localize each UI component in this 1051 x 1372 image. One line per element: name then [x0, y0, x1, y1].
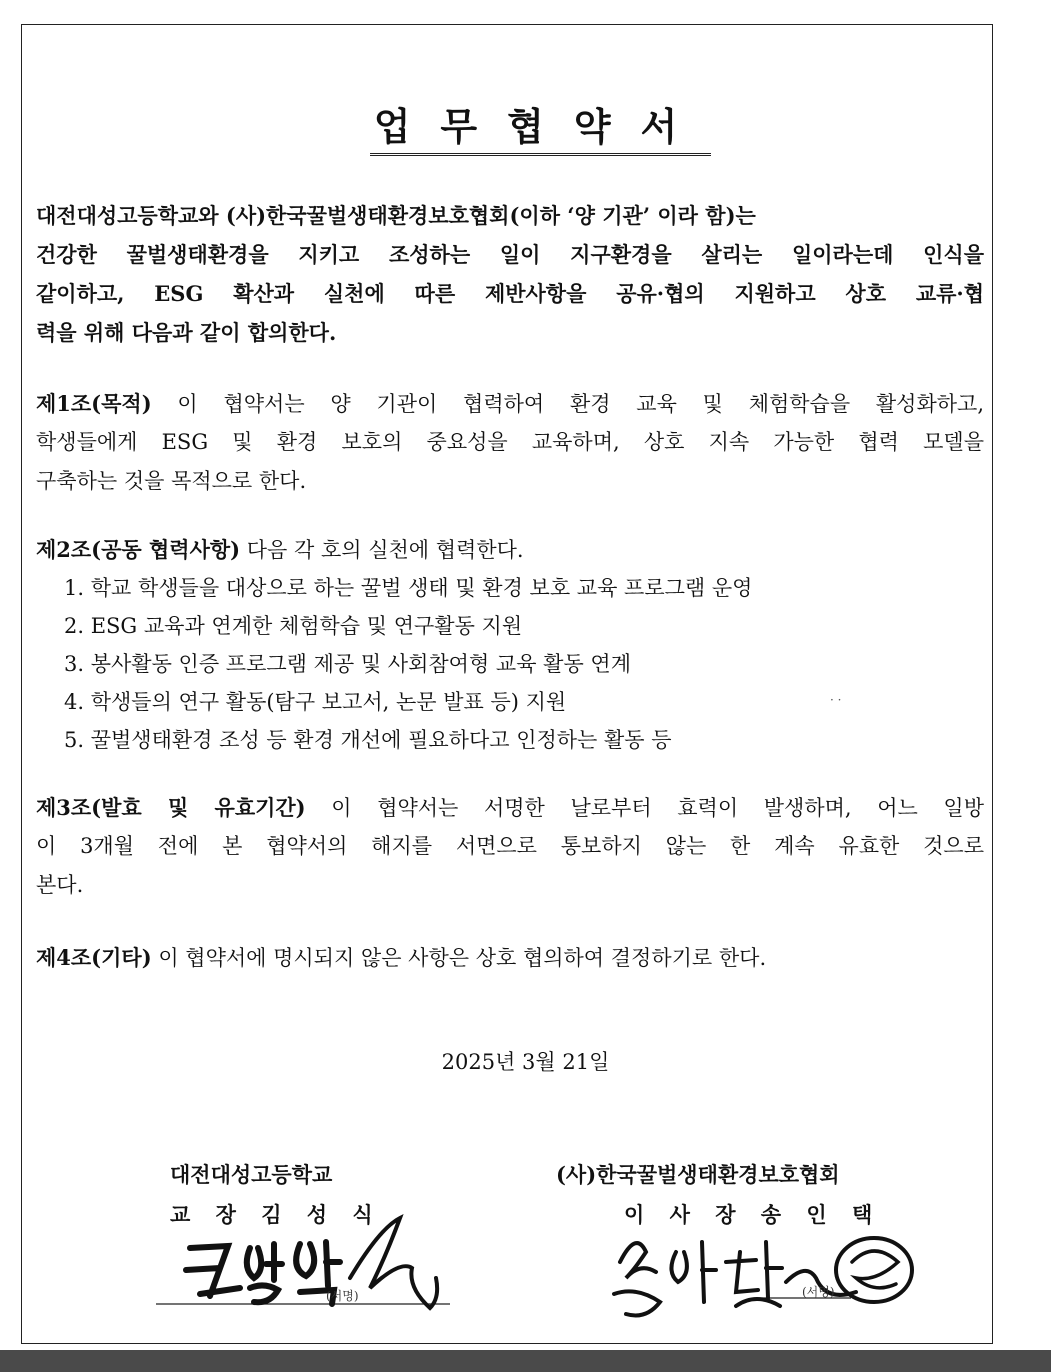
article-4-heading: 제4조(기타)	[36, 945, 152, 970]
article-1	[36, 384, 984, 501]
agreement-date: 2025년 3월 21일	[441, 1050, 610, 1074]
article-1-line: 이 협약서는 양 기관이 협력하여 환경 교육 및 체험학습을 활성화하고,	[151, 392, 984, 416]
article-1-heading: 제1조(목적)	[36, 391, 152, 416]
article-3	[36, 788, 984, 905]
signatory-org: (사)한국꿀벌생태환경보호협회	[556, 1162, 840, 1187]
scan-speck: · ·	[830, 693, 842, 707]
list-item: 1. 학교 학생들을 대상으로 하는 꿀벌 생태 및 환경 보호 교육 프로그램 운영	[64, 576, 753, 600]
article-3-line: 본다.	[36, 873, 84, 897]
signatory-org: 대전대성고등학교	[170, 1162, 333, 1187]
left-signature	[150, 1208, 450, 1328]
article-3-heading: 제3조(발효 및 유효기간)	[36, 795, 306, 820]
scan-bottom-band	[0, 1350, 1051, 1372]
preamble-line: 력을 위해 다음과 같이 합의한다.	[36, 320, 337, 345]
preamble-line: 건강한 꿀벌생태환경을 지키고 조성하는 일이 지구환경을 살리는 일이라는데 인식을	[36, 242, 984, 267]
left-seal-text: (서명)	[326, 1289, 359, 1303]
article-1-line: 구축하는 것을 목적으로 한다.	[36, 469, 307, 493]
article-4	[36, 938, 984, 977]
right-seal-text: (서명)	[802, 1285, 835, 1299]
preamble-line: 같이하고, ESG 확산과 실천에 따른 제반사항을 공유·협의 지원하고 상호 교류·협	[36, 281, 984, 306]
preamble	[36, 196, 984, 352]
signatory-name: 이 사 장 송 인 택	[624, 1202, 882, 1227]
list-item: 3. 봉사활동 인증 프로그램 제공 및 사회참여형 교육 활동 연계	[64, 652, 631, 676]
preamble-line: 대전대성고등학교와 (사)한국꿀벌생태환경보호협회(이하 ‘양 기관’ 이라 함)는	[36, 203, 756, 228]
article-3-line: 이 3개월 전에 본 협약서의 해지를 서면으로 통보하지 않는 한 계속 유효한 것으로	[36, 834, 984, 858]
list-item: 2. ESG 교육과 연계한 체험학습 및 연구활동 지원	[64, 614, 523, 638]
article-3-line: 이 협약서는 서명한 날로부터 효력이 발생하며, 어느 일방	[305, 796, 985, 820]
article-2-heading: 제2조(공동 협력사항)	[36, 537, 241, 562]
signatory-name: 교 장 김 성 식	[170, 1202, 382, 1227]
article-2	[36, 530, 984, 759]
article-4-text: 이 협약서에 명시되지 않은 사항은 상호 협의하여 결정하기로 한다.	[151, 946, 767, 970]
list-item: 4. 학생들의 연구 활동(탐구 보고서, 논문 발표 등) 지원	[64, 690, 567, 714]
document-title: 업무협약서	[0, 96, 1051, 156]
list-item: 5. 꿀벌생태환경 조성 등 환경 개선에 필요하다고 인정하는 활동 등	[64, 728, 672, 752]
article-1-line: 학생들에게 ESG 및 환경 보호의 중요성을 교육하며, 상호 지속 가능한 협력 모델을	[36, 430, 984, 454]
right-signature	[606, 1222, 926, 1322]
article-2-intro: 다음 각 호의 실천에 협력한다.	[240, 538, 524, 562]
